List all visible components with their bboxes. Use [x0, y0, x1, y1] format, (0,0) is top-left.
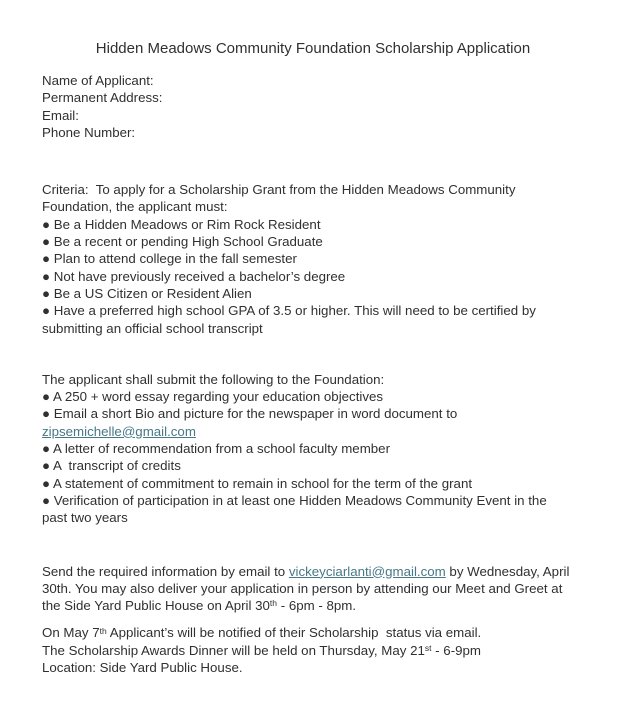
ordinal-superscript: th	[99, 625, 107, 636]
criteria-bullet-item: ● Be a US Citizen or Resident Alien	[42, 285, 252, 301]
applicant-fields-block	[42, 72, 586, 141]
send-instructions-block	[42, 563, 586, 615]
criteria-bullet-item: ● Not have previously received a bachelor’s degree	[42, 268, 346, 284]
dinner-time-text: - 6-9pm	[431, 642, 481, 658]
submission-bullet-item: ● A 250 + word essay regarding your education objectives	[42, 389, 384, 405]
send-instructions-line	[42, 563, 586, 580]
criteria-bullet-item: ● Plan to attend college in the fall semester	[42, 251, 297, 267]
send-instructions-line	[42, 597, 586, 614]
field-address-label: Permanent Address:	[42, 90, 163, 106]
notify-status-text: Applicant’s will be notified of their Scholarship status via email.	[106, 625, 482, 641]
submission-bullet-item: ● A statement of commitment to remain in school for the term of the grant	[42, 475, 473, 491]
criteria-bullet-item: ● Be a recent or pending High School Graduate	[42, 234, 323, 250]
field-email-label: Email:	[42, 107, 79, 123]
criteria-bullet-item-wrap: submitting an official school transcript	[42, 320, 263, 336]
field-name-label: Name of Applicant:	[42, 73, 154, 88]
meet-greet-time-text: - 6pm - 8pm.	[277, 598, 357, 614]
notification-line: Location: Side Yard Public House.	[42, 660, 243, 676]
submission-bullet-item: ● A letter of recommendation from a school faculty member	[42, 441, 390, 457]
submission-bullet-item: ● Email a short Bio and picture for the newspaper in word document to	[42, 406, 458, 422]
submission-bullet-item: ● Verification of participation in at least one Hidden Meadows Community Event in the	[42, 492, 547, 508]
submission-bullet-item-wrap: past two years	[42, 510, 128, 526]
send-text-after-link: by Wednesday, April	[445, 563, 570, 579]
field-phone-label: Phone Number:	[42, 124, 136, 140]
document-title: Hidden Meadows Community Foundation Scholarship Application	[95, 40, 531, 57]
notify-date-text: On May 7	[42, 625, 100, 641]
notification-line	[42, 624, 586, 641]
send-text-before-link: Send the required information by email to	[42, 563, 289, 579]
criteria-bullet-item: ● Have a preferred high school GPA of 3.5 or higher. This will need to be certified by	[42, 303, 536, 319]
ordinal-superscript: th	[269, 598, 278, 609]
bio-email-link[interactable]: zipsemichelle@gmail.com	[42, 423, 196, 439]
notification-block	[42, 624, 586, 676]
criteria-block	[42, 181, 586, 337]
submission-bullet-item: ● A transcript of credits	[42, 458, 181, 474]
send-email-link[interactable]: vickeyciarlanti@gmail.com	[288, 563, 446, 579]
submission-intro-line: The applicant shall submit the following to the Foundation:	[42, 371, 385, 387]
criteria-bullet-item: ● Be a Hidden Meadows or Rim Rock Resident	[42, 216, 321, 232]
submission-block	[42, 371, 586, 527]
dinner-date-text: The Scholarship Awards Dinner will be held on Thursday, May 21	[42, 642, 425, 658]
send-instructions-line: 30th. You may also deliver your application in person by attending our Meet and Greet at	[42, 580, 563, 596]
bio-email-line	[42, 423, 586, 440]
notification-line	[42, 642, 586, 659]
meet-greet-text: the Side Yard Public House on April 30	[42, 598, 270, 614]
criteria-intro-line: Criteria: To apply for a Scholarship Grant from the Hidden Meadows Community	[42, 182, 516, 198]
ordinal-superscript: st	[424, 642, 432, 653]
criteria-intro-line: Foundation, the applicant must:	[42, 199, 228, 215]
